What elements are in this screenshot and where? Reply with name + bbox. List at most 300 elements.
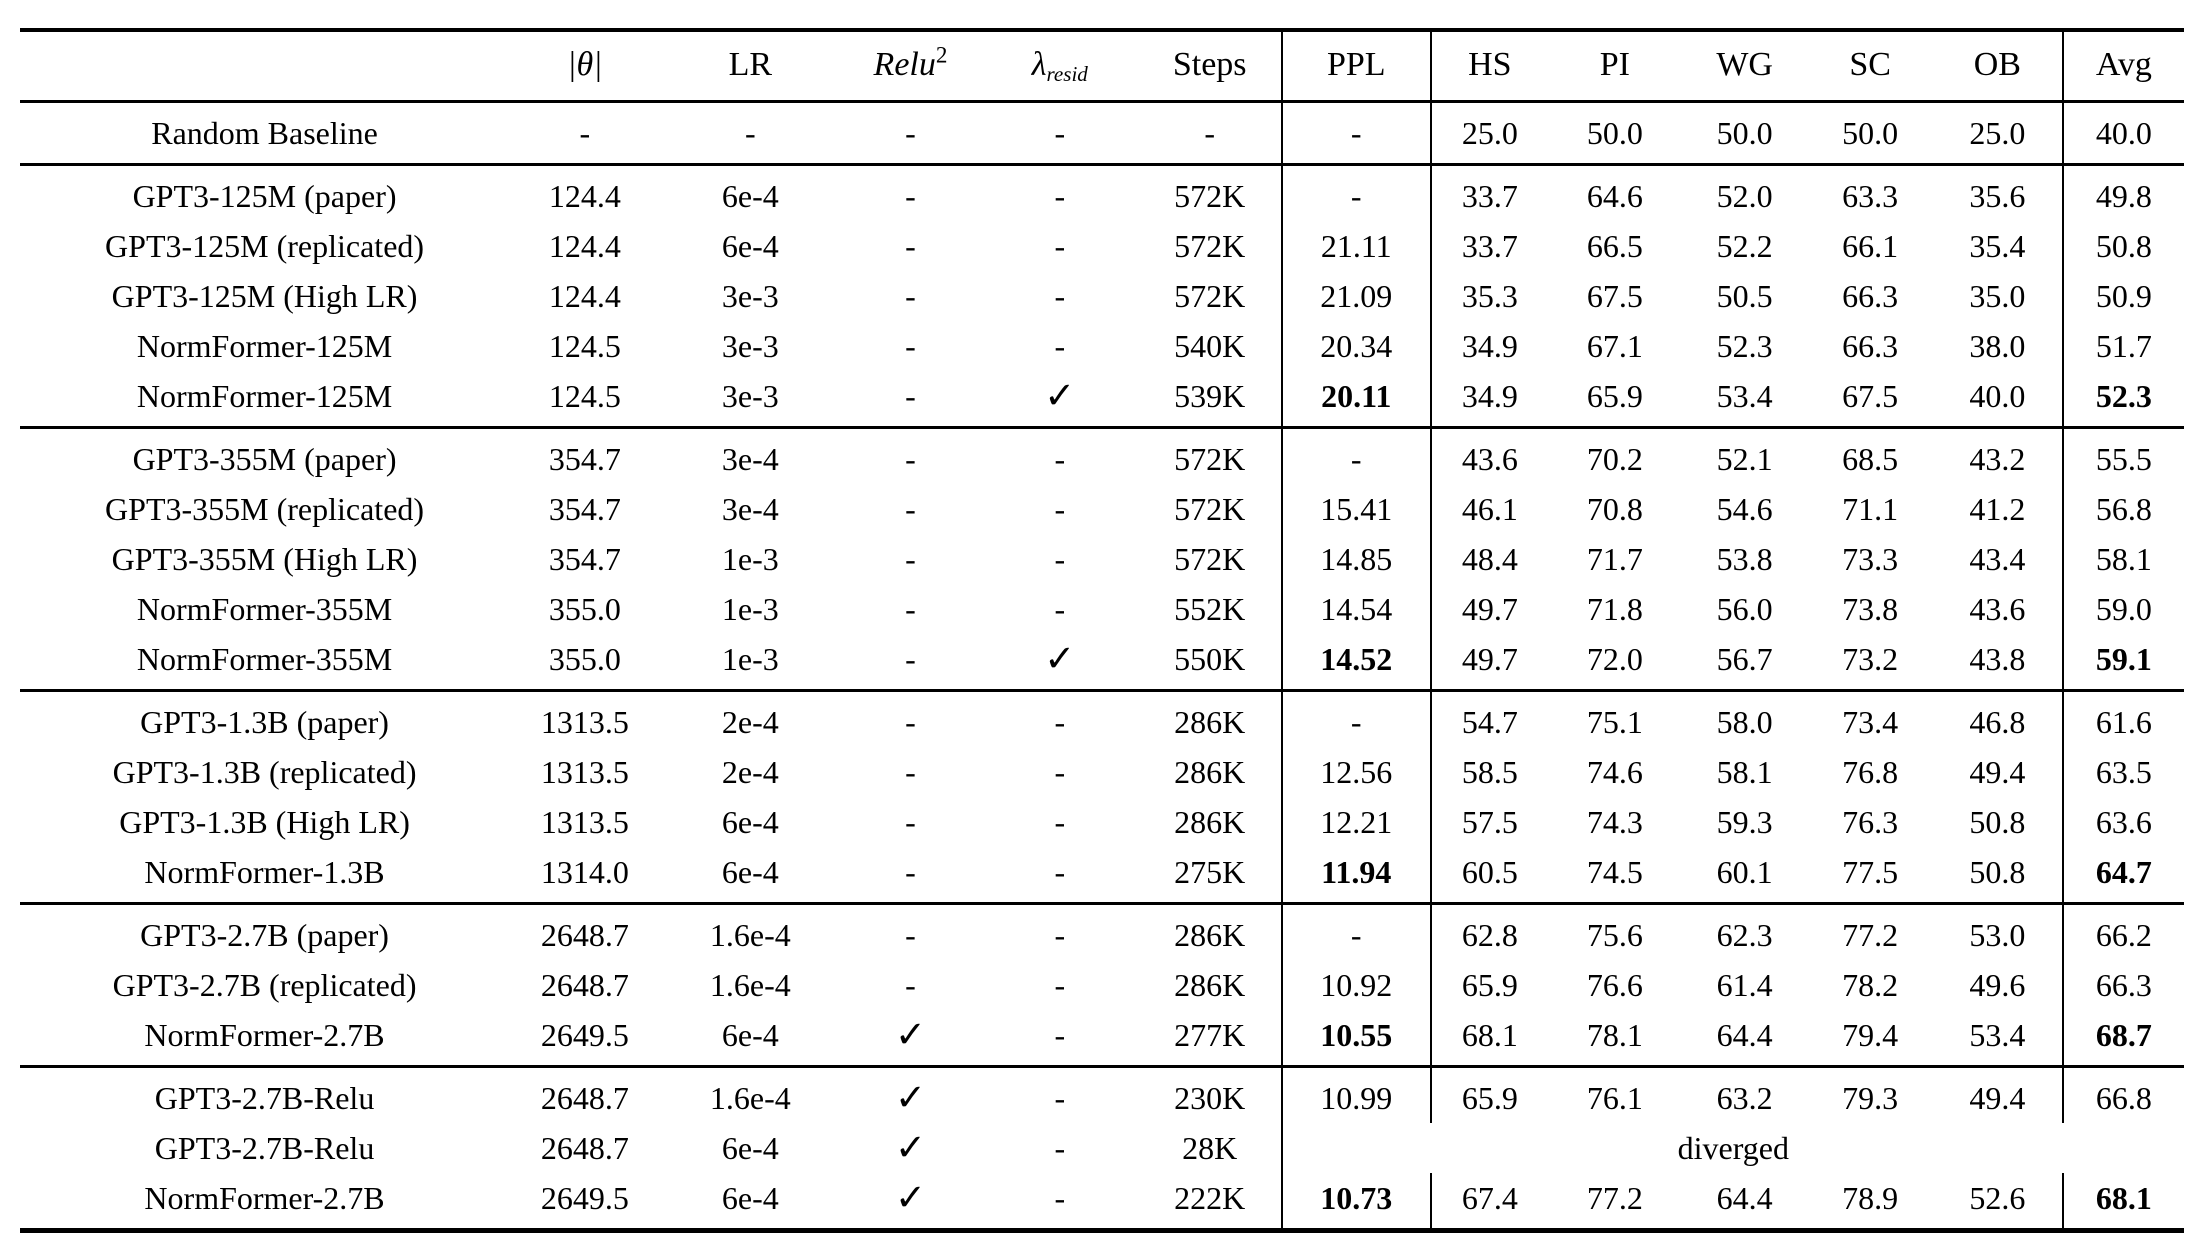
theta-cell: 355.0	[548, 641, 621, 677]
group-models-355m	[20, 428, 2184, 691]
hs-cell: 68.1	[1431, 1010, 1548, 1067]
group-models-125m	[20, 165, 2184, 428]
wg-cell: 56.0	[1716, 591, 1773, 627]
theta-cell: 2648.7	[540, 1080, 629, 1116]
pi-cell: 70.2	[1586, 441, 1643, 477]
model-name-cell: NormFormer-355M	[136, 641, 393, 677]
theta-cell: 2648.7	[540, 1130, 629, 1166]
lr-cell: -	[745, 115, 756, 151]
relu2-cell: -	[905, 641, 916, 677]
lr-cell: 6e-4	[721, 228, 779, 264]
checkmark-icon: ✓	[894, 1013, 926, 1056]
steps-cell: 572K	[1174, 491, 1246, 527]
hs-cell: 54.7	[1431, 691, 1548, 748]
lr-cell: 1e-3	[721, 641, 779, 677]
avg-cell: 58.1	[2063, 534, 2184, 584]
lr-cell: 6e-4	[721, 854, 779, 890]
pi-cell: 50.0	[1586, 115, 1643, 151]
model-name-cell: GPT3-2.7B-Relu	[154, 1080, 375, 1116]
sc-cell: 77.2	[1842, 917, 1899, 953]
pi-cell: 76.1	[1586, 1080, 1643, 1116]
sc-cell: 66.1	[1842, 228, 1899, 264]
relu2-cell: -	[905, 378, 916, 414]
steps-cell: 572K	[1174, 178, 1246, 214]
lr-cell: 6e-4	[721, 804, 779, 840]
sc-cell: 50.0	[1842, 115, 1899, 151]
theta-cell: 2648.7	[540, 967, 629, 1003]
table-row	[20, 484, 2184, 534]
lambda-symbol: λ	[1031, 46, 1047, 83]
checkmark-icon: ✓	[894, 1126, 926, 1169]
lambda-cell: -	[1054, 178, 1066, 214]
header-hs: HS	[1431, 30, 1548, 102]
ppl-cell: 10.92	[1282, 960, 1431, 1010]
pi-cell: 78.1	[1586, 1017, 1643, 1053]
lambda-subscript: resid	[1046, 61, 1088, 86]
sc-cell: 73.3	[1842, 541, 1899, 577]
relu2-cell: -	[905, 491, 916, 527]
pi-cell: 75.1	[1586, 704, 1643, 740]
ppl-cell: -	[1282, 428, 1431, 485]
model-name-cell: GPT3-2.7B (paper)	[140, 917, 389, 953]
steps-cell: 572K	[1174, 278, 1246, 314]
wg-cell: 52.3	[1716, 328, 1773, 364]
relu-symbol: Relu	[873, 46, 936, 83]
lr-cell: 6e-4	[721, 1130, 779, 1166]
model-name-cell: Random Baseline	[151, 115, 378, 151]
header-model	[20, 30, 509, 102]
lr-cell: 3e-4	[721, 441, 779, 477]
wg-cell: 60.1	[1716, 854, 1773, 890]
model-name-cell: GPT3-125M (paper)	[132, 178, 397, 214]
ob-cell: 49.6	[1969, 967, 2026, 1003]
relu2-cell: -	[905, 441, 916, 477]
ppl-cell: 10.55	[1282, 1010, 1431, 1067]
avg-cell: 40.0	[2063, 102, 2184, 165]
model-name-cell: GPT3-355M (paper)	[132, 441, 397, 477]
ppl-cell: 10.99	[1282, 1067, 1431, 1124]
wg-cell: 64.4	[1716, 1017, 1773, 1053]
header-params	[509, 30, 660, 102]
relu2-cell: -	[905, 917, 916, 953]
relu2-cell: -	[905, 754, 916, 790]
steps-cell: 286K	[1174, 754, 1246, 790]
sc-cell: 71.1	[1842, 491, 1899, 527]
ob-cell: 40.0	[1969, 378, 2026, 414]
header-lr: LR	[661, 30, 841, 102]
wg-cell: 53.8	[1716, 541, 1773, 577]
ppl-cell: 12.21	[1282, 797, 1431, 847]
table-header	[20, 30, 2184, 102]
relu2-cell: -	[905, 278, 916, 314]
theta-cell: 124.4	[548, 178, 621, 214]
wg-cell: 59.3	[1716, 804, 1773, 840]
avg-cell: 49.8	[2063, 165, 2184, 222]
theta-cell: -	[579, 115, 591, 151]
wg-cell: 52.0	[1716, 178, 1773, 214]
lr-cell: 6e-4	[721, 178, 779, 214]
lambda-cell: -	[1054, 228, 1066, 264]
avg-cell: 56.8	[2063, 484, 2184, 534]
pi-cell: 75.6	[1586, 917, 1643, 953]
table-row	[20, 960, 2184, 1010]
sc-cell: 78.2	[1842, 967, 1899, 1003]
avg-cell: 61.6	[2063, 691, 2184, 748]
ppl-cell: -	[1282, 102, 1431, 165]
steps-cell: 550K	[1174, 641, 1246, 677]
lr-cell: 2e-4	[721, 704, 779, 740]
theta-cell: 1313.5	[540, 804, 629, 840]
hs-cell: 58.5	[1431, 747, 1548, 797]
ppl-cell: 11.94	[1282, 847, 1431, 904]
theta-cell: 2649.5	[540, 1017, 629, 1053]
theta-cell: 124.5	[548, 378, 621, 414]
avg-cell: 68.1	[2063, 1173, 2184, 1231]
avg-cell: 66.3	[2063, 960, 2184, 1010]
lr-cell: 2e-4	[721, 754, 779, 790]
ob-cell: 49.4	[1969, 1080, 2026, 1116]
model-name-cell: GPT3-1.3B (replicated)	[112, 754, 417, 790]
table-row	[20, 428, 2184, 485]
avg-cell: 63.6	[2063, 797, 2184, 847]
ppl-cell: 14.85	[1282, 534, 1431, 584]
ppl-cell: 10.73	[1282, 1173, 1431, 1231]
relu2-cell: -	[905, 178, 916, 214]
theta-symbol: |θ|	[567, 46, 603, 83]
sc-cell: 67.5	[1842, 378, 1899, 414]
wg-cell: 53.4	[1716, 378, 1773, 414]
steps-cell: 540K	[1174, 328, 1246, 364]
hs-cell: 65.9	[1431, 1067, 1548, 1124]
ob-cell: 53.0	[1969, 917, 2026, 953]
lr-cell: 1.6e-4	[709, 917, 791, 953]
table-row	[20, 321, 2184, 371]
ob-cell: 43.6	[1969, 591, 2026, 627]
ppl-cell: 21.11	[1282, 221, 1431, 271]
header-sc: SC	[1807, 30, 1933, 102]
wg-cell: 50.0	[1716, 115, 1773, 151]
lambda-cell: -	[1054, 1130, 1066, 1166]
hs-cell: 57.5	[1431, 797, 1548, 847]
model-name-cell: NormFormer-125M	[136, 328, 393, 364]
table-row	[20, 904, 2184, 961]
lr-cell: 3e-3	[721, 278, 779, 314]
header-ppl: PPL	[1282, 30, 1431, 102]
ob-cell: 35.0	[1969, 278, 2026, 314]
pi-cell: 66.5	[1586, 228, 1643, 264]
wg-cell: 56.7	[1716, 641, 1773, 677]
lr-cell: 3e-3	[721, 378, 779, 414]
table-row	[20, 691, 2184, 748]
avg-cell: 64.7	[2063, 847, 2184, 904]
avg-cell: 59.0	[2063, 584, 2184, 634]
group-models-2-7b-relu	[20, 1067, 2184, 1231]
ob-cell: 25.0	[1969, 115, 2026, 151]
pi-cell: 65.9	[1586, 378, 1643, 414]
table-row	[20, 1067, 2184, 1124]
table-row	[20, 634, 2184, 691]
ppl-cell: -	[1282, 691, 1431, 748]
lambda-cell: -	[1054, 854, 1066, 890]
steps-cell: 277K	[1174, 1017, 1246, 1053]
header-pi: PI	[1548, 30, 1682, 102]
hs-cell: 49.7	[1431, 634, 1548, 691]
lambda-cell: -	[1054, 1180, 1066, 1216]
wg-cell: 50.5	[1716, 278, 1773, 314]
sc-cell: 73.8	[1842, 591, 1899, 627]
model-name-cell: GPT3-2.7B (replicated)	[112, 967, 417, 1003]
table-row	[20, 797, 2184, 847]
lambda-cell: -	[1054, 278, 1066, 314]
ppl-cell: 12.56	[1282, 747, 1431, 797]
wg-cell: 58.0	[1716, 704, 1773, 740]
ppl-cell: 14.52	[1282, 634, 1431, 691]
relu2-cell: -	[905, 804, 916, 840]
hs-cell: 49.7	[1431, 584, 1548, 634]
lambda-cell: -	[1054, 1080, 1066, 1116]
avg-cell: 68.7	[2063, 1010, 2184, 1067]
ppl-cell: 20.34	[1282, 321, 1431, 371]
theta-cell: 354.7	[548, 441, 621, 477]
sc-cell: 68.5	[1842, 441, 1899, 477]
ppl-cell: 14.54	[1282, 584, 1431, 634]
theta-cell: 354.7	[548, 541, 621, 577]
pi-cell: 72.0	[1586, 641, 1643, 677]
pi-cell: 74.3	[1586, 804, 1643, 840]
hs-cell: 33.7	[1431, 165, 1548, 222]
relu2-cell: -	[905, 854, 916, 890]
lr-cell: 1.6e-4	[709, 967, 791, 1003]
table-row	[20, 747, 2184, 797]
lambda-cell: -	[1054, 917, 1066, 953]
sc-cell: 63.3	[1842, 178, 1899, 214]
hs-cell: 67.4	[1431, 1173, 1548, 1231]
lr-cell: 1e-3	[721, 591, 779, 627]
lambda-cell: -	[1054, 115, 1066, 151]
pi-cell: 71.7	[1586, 541, 1643, 577]
ob-cell: 50.8	[1969, 804, 2026, 840]
model-name-cell: GPT3-2.7B-Relu	[154, 1130, 375, 1166]
model-name-cell: GPT3-355M (High LR)	[111, 541, 418, 577]
relu2-cell: -	[905, 328, 916, 364]
avg-cell: 59.1	[2063, 634, 2184, 691]
header-row	[20, 30, 2184, 102]
ppl-cell: 21.09	[1282, 271, 1431, 321]
ppl-cell: 15.41	[1282, 484, 1431, 534]
checkmark-icon: ✓	[894, 1176, 926, 1219]
group-models-1-3b	[20, 691, 2184, 904]
model-name-cell: NormFormer-355M	[136, 591, 393, 627]
theta-cell: 354.7	[548, 491, 621, 527]
relu2-cell: -	[905, 541, 916, 577]
lambda-cell: -	[1054, 754, 1066, 790]
theta-cell: 2648.7	[540, 917, 629, 953]
steps-cell: 572K	[1174, 228, 1246, 264]
avg-cell: 63.5	[2063, 747, 2184, 797]
hs-cell: 33.7	[1431, 221, 1548, 271]
table-row	[20, 221, 2184, 271]
model-name-cell: GPT3-125M (High LR)	[111, 278, 418, 314]
relu2-cell: -	[905, 704, 916, 740]
steps-cell: 286K	[1174, 804, 1246, 840]
ob-cell: 35.4	[1969, 228, 2026, 264]
ob-cell: 43.4	[1969, 541, 2026, 577]
relu2-cell: -	[905, 115, 916, 151]
model-name-cell: NormFormer-1.3B	[144, 854, 385, 890]
wg-cell: 63.2	[1716, 1080, 1773, 1116]
sc-cell: 66.3	[1842, 328, 1899, 364]
lambda-cell: -	[1054, 491, 1066, 527]
checkmark-icon: ✓	[1044, 637, 1076, 680]
hs-cell: 60.5	[1431, 847, 1548, 904]
sc-cell: 79.3	[1842, 1080, 1899, 1116]
avg-cell: 50.9	[2063, 271, 2184, 321]
pi-cell: 64.6	[1586, 178, 1643, 214]
lr-cell: 6e-4	[721, 1180, 779, 1216]
pi-cell: 67.5	[1586, 278, 1643, 314]
ob-cell: 43.2	[1969, 441, 2026, 477]
wg-cell: 64.4	[1716, 1180, 1773, 1216]
pi-cell: 67.1	[1586, 328, 1643, 364]
ob-cell: 38.0	[1969, 328, 2026, 364]
lr-cell: 6e-4	[721, 1017, 779, 1053]
pi-cell: 71.8	[1586, 591, 1643, 627]
theta-cell: 124.4	[548, 278, 621, 314]
lr-cell: 1e-3	[721, 541, 779, 577]
ppl-cell: -	[1282, 904, 1431, 961]
steps-cell: 286K	[1174, 967, 1246, 1003]
ppl-cell: 20.11	[1282, 371, 1431, 428]
avg-cell: 66.2	[2063, 904, 2184, 961]
group-models-2-7b	[20, 904, 2184, 1067]
hs-cell: 43.6	[1431, 428, 1548, 485]
wg-cell: 62.3	[1716, 917, 1773, 953]
avg-cell: 66.8	[2063, 1067, 2184, 1124]
steps-cell: 275K	[1174, 854, 1246, 890]
steps-cell: 222K	[1174, 1180, 1246, 1216]
steps-cell: -	[1204, 115, 1216, 151]
header-avg: Avg	[2063, 30, 2184, 102]
table-row	[20, 102, 2184, 165]
table-row	[20, 371, 2184, 428]
steps-cell: 230K	[1174, 1080, 1246, 1116]
hs-cell: 34.9	[1431, 371, 1548, 428]
pi-cell: 74.6	[1586, 754, 1643, 790]
header-ob: OB	[1933, 30, 2063, 102]
lambda-cell: -	[1054, 591, 1066, 627]
model-name-cell: NormFormer-2.7B	[144, 1180, 385, 1216]
lambda-cell: -	[1054, 441, 1066, 477]
ob-cell: 41.2	[1969, 491, 2026, 527]
pi-cell: 76.6	[1586, 967, 1643, 1003]
model-name-cell: GPT3-125M (replicated)	[105, 228, 425, 264]
theta-cell: 2649.5	[540, 1180, 629, 1216]
avg-cell: 55.5	[2063, 428, 2184, 485]
relu2-cell: -	[905, 228, 916, 264]
steps-cell: 552K	[1174, 591, 1246, 627]
steps-cell: 28K	[1182, 1130, 1238, 1166]
table-row	[20, 584, 2184, 634]
theta-cell: 124.4	[548, 228, 621, 264]
steps-cell: 572K	[1174, 541, 1246, 577]
diverged-cell: diverged	[1282, 1123, 2184, 1173]
hs-cell: 65.9	[1431, 960, 1548, 1010]
sc-cell: 73.2	[1842, 641, 1899, 677]
hs-cell: 62.8	[1431, 904, 1548, 961]
hs-cell: 48.4	[1431, 534, 1548, 584]
lambda-cell: -	[1054, 967, 1066, 1003]
model-name-cell: NormFormer-125M	[136, 378, 393, 414]
lambda-cell: -	[1054, 541, 1066, 577]
hs-cell: 34.9	[1431, 321, 1548, 371]
table-row	[20, 165, 2184, 222]
model-name-cell: NormFormer-2.7B	[144, 1017, 385, 1053]
wg-cell: 52.2	[1716, 228, 1773, 264]
theta-cell: 124.5	[548, 328, 621, 364]
avg-cell: 51.7	[2063, 321, 2184, 371]
table-row	[20, 1123, 2184, 1173]
ob-cell: 43.8	[1969, 641, 2026, 677]
steps-cell: 572K	[1174, 441, 1246, 477]
hs-cell: 25.0	[1431, 102, 1548, 165]
sc-cell: 79.4	[1842, 1017, 1899, 1053]
header-relu-squared	[840, 30, 981, 102]
steps-cell: 539K	[1174, 378, 1246, 414]
results-table	[20, 28, 2184, 1233]
lr-cell: 3e-3	[721, 328, 779, 364]
pi-cell: 74.5	[1586, 854, 1643, 890]
ob-cell: 49.4	[1969, 754, 2026, 790]
wg-cell: 61.4	[1716, 967, 1773, 1003]
table-row	[20, 1173, 2184, 1231]
header-wg: WG	[1682, 30, 1808, 102]
checkmark-icon: ✓	[894, 1076, 926, 1119]
hs-cell: 46.1	[1431, 484, 1548, 534]
avg-cell: 52.3	[2063, 371, 2184, 428]
ppl-cell: -	[1282, 165, 1431, 222]
lambda-cell: -	[1054, 804, 1066, 840]
theta-cell: 1314.0	[540, 854, 629, 890]
steps-cell: 286K	[1174, 704, 1246, 740]
table-row	[20, 534, 2184, 584]
ob-cell: 35.6	[1969, 178, 2026, 214]
sc-cell: 77.5	[1842, 854, 1899, 890]
sc-cell: 66.3	[1842, 278, 1899, 314]
sc-cell: 76.3	[1842, 804, 1899, 840]
avg-cell: 50.8	[2063, 221, 2184, 271]
table-row	[20, 271, 2184, 321]
theta-cell: 355.0	[548, 591, 621, 627]
lambda-cell: -	[1054, 1017, 1066, 1053]
pi-cell: 70.8	[1586, 491, 1643, 527]
pi-cell: 77.2	[1586, 1180, 1643, 1216]
theta-cell: 1313.5	[540, 754, 629, 790]
relu2-cell: -	[905, 967, 916, 1003]
theta-cell: 1313.5	[540, 704, 629, 740]
ob-cell: 46.8	[1969, 704, 2026, 740]
lr-cell: 3e-4	[721, 491, 779, 527]
header-steps: Steps	[1139, 30, 1282, 102]
ob-cell: 50.8	[1969, 854, 2026, 890]
wg-cell: 52.1	[1716, 441, 1773, 477]
wg-cell: 58.1	[1716, 754, 1773, 790]
relu2-cell: -	[905, 591, 916, 627]
model-name-cell: GPT3-355M (replicated)	[105, 491, 425, 527]
hs-cell: 35.3	[1431, 271, 1548, 321]
table-row	[20, 847, 2184, 904]
relu-exponent: 2	[935, 42, 948, 69]
sc-cell: 76.8	[1842, 754, 1899, 790]
